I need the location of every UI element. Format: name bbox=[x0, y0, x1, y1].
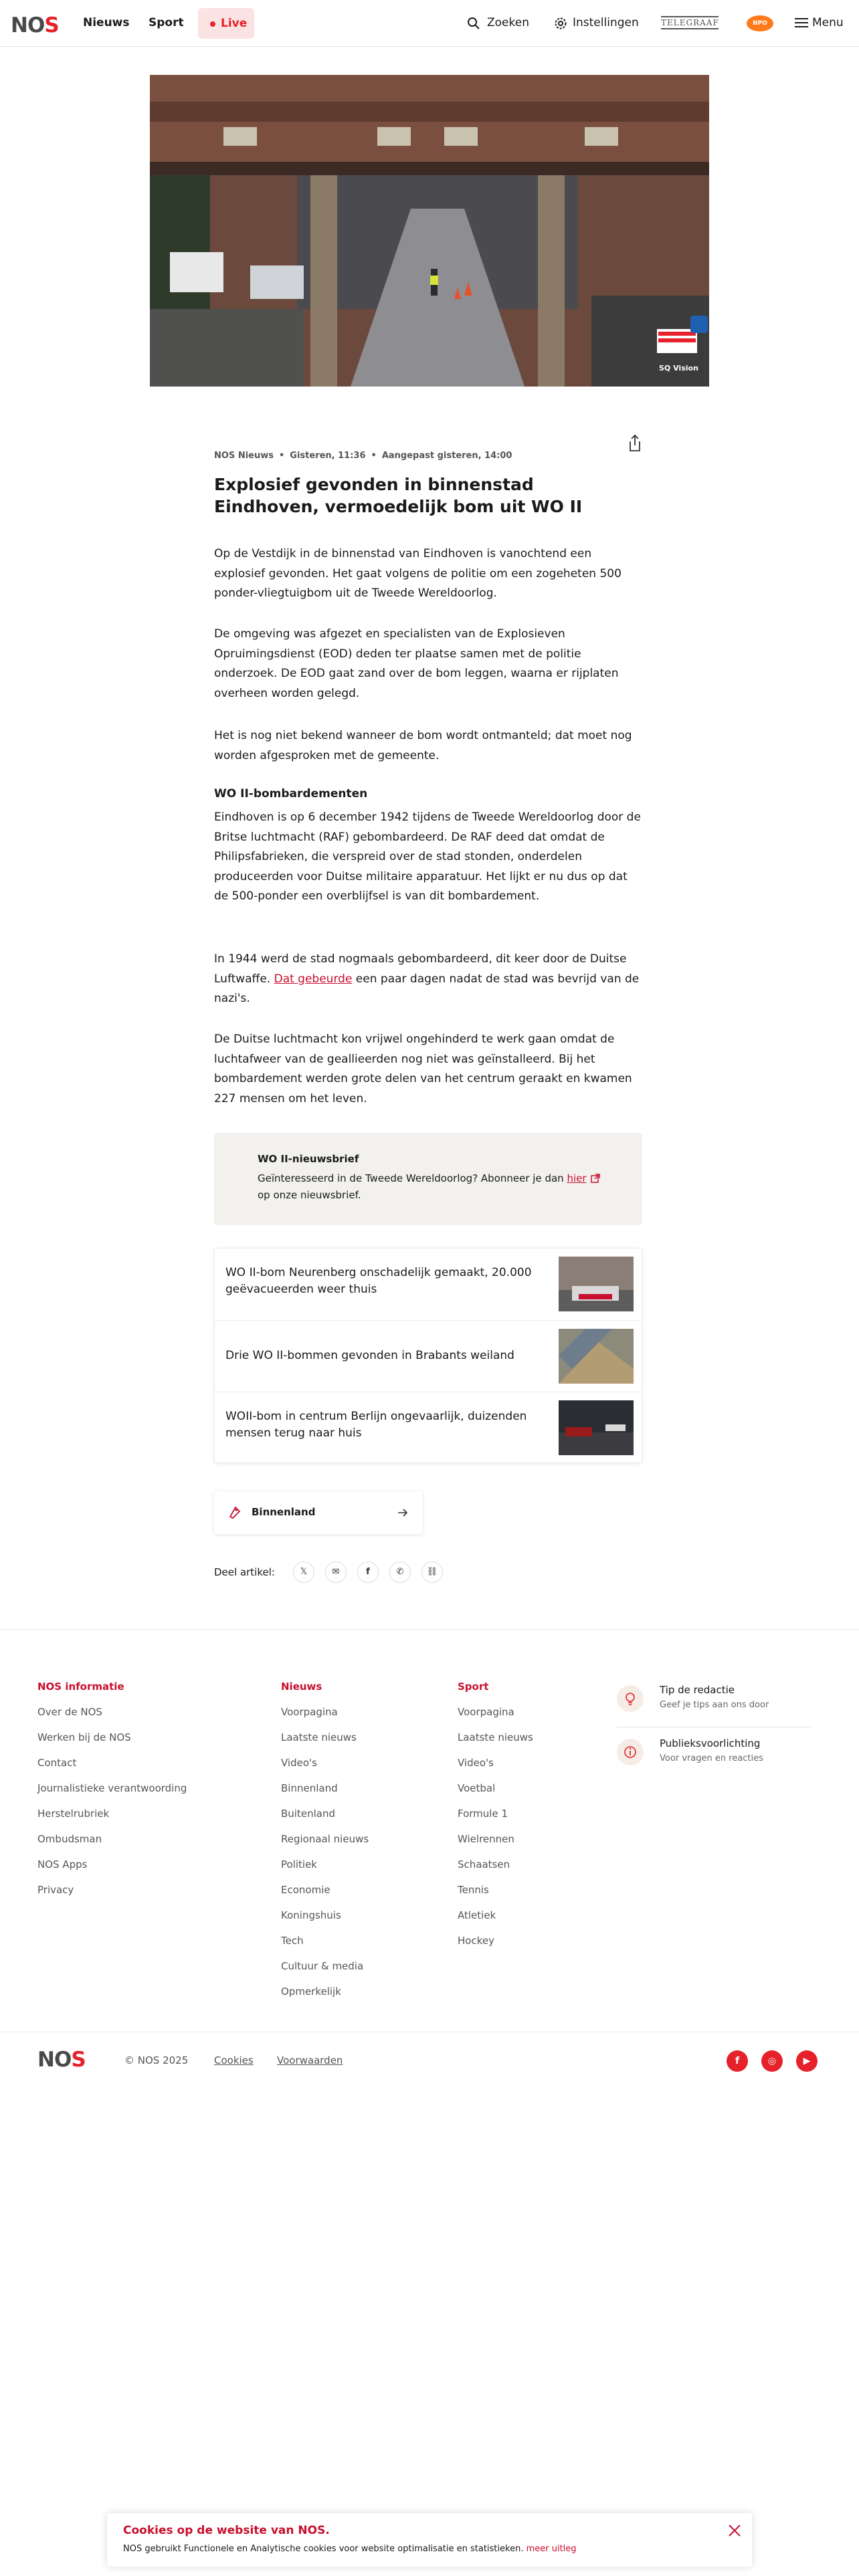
close-icon[interactable] bbox=[727, 2523, 743, 2539]
photo-credit: SQ Vision bbox=[659, 364, 698, 372]
footer-col-title: Nieuws bbox=[281, 1681, 322, 1693]
footer-link[interactable]: Voorpagina bbox=[281, 1706, 338, 1718]
terms-link[interactable]: Voorwaarden bbox=[277, 2054, 343, 2066]
npo-logo[interactable]: NPO bbox=[747, 15, 773, 31]
related-thumbnail bbox=[559, 1329, 634, 1384]
facebook-icon: f bbox=[735, 2056, 740, 2066]
footer-link[interactable]: Video's bbox=[458, 1757, 494, 1769]
article-paragraph: De omgeving was afgezet en specialisten van de Explosieven Opruimingsdienst (EOD) deden ter plaatse samen met de politie onderzoek. De EOD gaat zand over de bom leggen, waarna er rijplaten overheen worden gelegd. bbox=[214, 627, 619, 700]
tag-icon bbox=[227, 1505, 242, 1519]
related-item[interactable] bbox=[215, 1320, 643, 1391]
footer-link[interactable]: Regionaal nieuws bbox=[281, 1833, 369, 1845]
share-label: Deel artikel: bbox=[214, 1566, 275, 1578]
search-button[interactable]: Zoeken bbox=[487, 16, 529, 29]
related-thumbnail bbox=[559, 1400, 634, 1455]
tip-title: Publieksvoorlichting bbox=[660, 1737, 761, 1749]
inline-link[interactable]: Dat gebeurde bbox=[274, 972, 353, 986]
cookie-banner bbox=[107, 2513, 752, 2567]
footer-link[interactable]: Economie bbox=[281, 1884, 330, 1896]
cookie-more-link[interactable]: meer uitleg bbox=[526, 2544, 577, 2554]
footer-link[interactable]: Wielrennen bbox=[458, 1833, 514, 1845]
related-title: Drie WO II-bommen gevonden in Brabants weiland bbox=[225, 1349, 514, 1362]
newsletter-text: Geïnteresseerd in de Tweede Wereldoorlog? Abonneer je dan hier op onze nieuwsbrief. bbox=[258, 1170, 605, 1204]
article-source: NOS Nieuws bbox=[214, 451, 274, 461]
footer-link[interactable]: Journalistieke verantwoording bbox=[37, 1782, 187, 1794]
article-meta: NOS Nieuws • Gisteren, 11:36 • Aangepast gisteren, 14:00 bbox=[214, 451, 512, 461]
live-dot-icon bbox=[210, 21, 215, 27]
cookie-title: Cookies op de website van NOS. bbox=[123, 2524, 330, 2537]
share-email-button[interactable] bbox=[325, 1562, 347, 1583]
newsletter-title: WO II-nieuwsbrief bbox=[258, 1153, 359, 1165]
newsletter-link[interactable]: hier bbox=[567, 1172, 587, 1184]
category-binnenland-button[interactable] bbox=[214, 1491, 423, 1534]
footer-link[interactable]: Laatste nieuws bbox=[281, 1731, 357, 1743]
footer-link[interactable]: Tennis bbox=[458, 1884, 489, 1896]
footer-link[interactable]: Binnenland bbox=[281, 1782, 338, 1794]
cookies-link[interactable]: Cookies bbox=[214, 2054, 254, 2066]
share-whatsapp-button[interactable] bbox=[389, 1562, 411, 1583]
published-time: Gisteren, 11:36 bbox=[290, 451, 366, 461]
site-header bbox=[0, 0, 859, 47]
article-paragraph: Eindhoven is op 6 december 1942 tijdens de Tweede Wereldoorlog door de Britse luchtmacht (RAF) gebombardeerd. De RAF deed dat omdat de Philipsfabrieken, die verspreid over de stad stonden, onderdelen produceerden voor Duitse militaire apparatuur. Het lijkt er nu dus op dat de 500-ponder een overblijfsel is van dit bombardement. bbox=[214, 811, 641, 903]
whatsapp-icon: ✆ bbox=[396, 1567, 404, 1577]
footer-link[interactable]: Atletiek bbox=[458, 1909, 496, 1921]
live-label: Live bbox=[221, 17, 248, 30]
footer-link[interactable]: Laatste nieuws bbox=[458, 1731, 533, 1743]
related-thumbnail bbox=[559, 1257, 634, 1311]
youtube-icon: ▶ bbox=[803, 2056, 811, 2066]
article-subheading: WO II-bombardementen bbox=[214, 787, 368, 800]
share-icon[interactable] bbox=[626, 433, 644, 452]
x-icon: 𝕏 bbox=[300, 1567, 308, 1577]
facebook-icon: f bbox=[366, 1567, 370, 1577]
footer-link[interactable]: Ombudsman bbox=[37, 1833, 102, 1845]
footer-link[interactable]: Politiek bbox=[281, 1858, 317, 1870]
footer-link[interactable]: Schaatsen bbox=[458, 1858, 510, 1870]
hamburger-icon[interactable] bbox=[795, 17, 808, 29]
related-item[interactable] bbox=[215, 1392, 643, 1463]
instagram-social-button[interactable] bbox=[761, 2050, 783, 2072]
info-icon bbox=[617, 1739, 644, 1765]
arrow-right-icon bbox=[397, 1507, 408, 1518]
youtube-social-button[interactable] bbox=[796, 2050, 818, 2072]
mail-icon: ✉ bbox=[332, 1567, 340, 1577]
nav-sport[interactable]: Sport bbox=[149, 16, 184, 29]
related-articles bbox=[214, 1248, 642, 1463]
footer-link[interactable]: Cultuur & media bbox=[281, 1960, 364, 1972]
cookie-text: NOS gebruikt Functionele en Analytische cookies voor website optimalisatie en statistieken. meer uitleg bbox=[123, 2544, 577, 2554]
live-button[interactable] bbox=[198, 8, 254, 39]
footer-link[interactable]: Formule 1 bbox=[458, 1808, 508, 1820]
tip-title: Tip de redactie bbox=[660, 1684, 735, 1696]
hero-image bbox=[150, 75, 709, 387]
updated-time: Aangepast gisteren, 14:00 bbox=[381, 451, 512, 461]
nos-logo[interactable]: NOS bbox=[11, 13, 59, 37]
lightbulb-icon bbox=[617, 1685, 644, 1712]
footer-link[interactable]: Tech bbox=[281, 1935, 304, 1947]
tip-redactie-link[interactable] bbox=[617, 1681, 811, 1728]
article-paragraph: De Duitse luchtmacht kon vrijwel ongehinderd te werk gaan omdat de luchtafweer van de geallieerden nog niet was geïnstalleerd. Bij het bombardement werden grote delen van het centrum geraakt en kwamen 227 mensen om het leven. bbox=[214, 1033, 632, 1105]
menu-button[interactable]: Menu bbox=[812, 16, 844, 29]
footer-link[interactable]: Video's bbox=[281, 1757, 317, 1769]
footer-col-title: NOS informatie bbox=[37, 1681, 124, 1693]
share-link-button[interactable] bbox=[421, 1562, 443, 1583]
publieksvoorlichting-link[interactable] bbox=[617, 1735, 811, 1782]
related-title: WO II-bom Neurenberg onschadelijk gemaakt, 20.000 geëvacueerden weer thuis bbox=[225, 1266, 532, 1296]
footer-link[interactable]: Hockey bbox=[458, 1935, 494, 1947]
footer-link[interactable]: Werken bij de NOS bbox=[37, 1731, 131, 1743]
footer-link[interactable]: Buitenland bbox=[281, 1808, 335, 1820]
footer-link[interactable]: Privacy bbox=[37, 1884, 74, 1896]
nav-nieuws[interactable]: Nieuws bbox=[83, 16, 130, 29]
copyright: © NOS 2025 bbox=[124, 2054, 189, 2066]
link-icon: ⛓ bbox=[426, 1567, 438, 1577]
footer-link[interactable]: Koningshuis bbox=[281, 1909, 341, 1921]
footer-link[interactable]: NOS Apps bbox=[37, 1858, 88, 1870]
footer-link[interactable]: Voorpagina bbox=[458, 1706, 514, 1718]
footer-link[interactable]: Opmerkelijk bbox=[281, 1985, 341, 1998]
related-title: WOII-bom in centrum Berlijn ongevaarlijk, duizenden mensen terug naar huis bbox=[225, 1410, 527, 1440]
external-link-icon bbox=[591, 1174, 600, 1183]
article-paragraph: In 1944 werd de stad nogmaals gebombardeerd, dit keer door de Duitse Luftwaffe. Dat gebeurde een paar dagen nadat de stad was bevrijd van de nazi's. bbox=[214, 952, 640, 1005]
footer-link[interactable]: Contact bbox=[37, 1757, 77, 1769]
article-paragraph: Op de Vestdijk in de binnenstad van Eindhoven is vanochtend een explosief gevonden. Het gaat volgens de politie om een zogeheten 500 ponder-vliegtuigbom uit de Tweede Wereldoorlog. bbox=[214, 547, 622, 600]
gear-icon[interactable] bbox=[554, 17, 567, 30]
tip-subtitle: Voor vragen en reacties bbox=[660, 1753, 763, 1763]
share-x-button[interactable] bbox=[293, 1562, 314, 1583]
article-paragraph: Het is nog niet bekend wanneer de bom wordt ontmanteld; dat moet nog worden afgesproken met de gemeente. bbox=[214, 729, 632, 762]
footer-nos-logo[interactable]: NOS bbox=[37, 2048, 86, 2072]
facebook-social-button[interactable] bbox=[727, 2050, 748, 2072]
share-facebook-button[interactable] bbox=[357, 1562, 379, 1583]
tip-subtitle: Geef je tips aan ons door bbox=[660, 1700, 769, 1710]
article-title: Explosief gevonden in binnenstad Eindhoven, vermoedelijk bom uit WO II bbox=[214, 475, 583, 516]
footer-link[interactable]: Herstelrubriek bbox=[37, 1808, 110, 1820]
settings-button[interactable]: Instellingen bbox=[573, 16, 639, 29]
newsletter-box bbox=[214, 1133, 642, 1225]
broadcaster-logo[interactable]: TELEGRAAF bbox=[661, 16, 719, 29]
related-item[interactable] bbox=[215, 1249, 643, 1319]
footer-link[interactable]: Over de NOS bbox=[37, 1706, 102, 1718]
footer-divider bbox=[0, 1629, 859, 1630]
footer-link[interactable]: Voetbal bbox=[458, 1782, 496, 1794]
footer-col-title: Sport bbox=[458, 1681, 489, 1693]
category-label: Binnenland bbox=[252, 1506, 316, 1518]
search-icon[interactable] bbox=[467, 17, 480, 30]
instagram-icon: ◎ bbox=[767, 2056, 777, 2066]
